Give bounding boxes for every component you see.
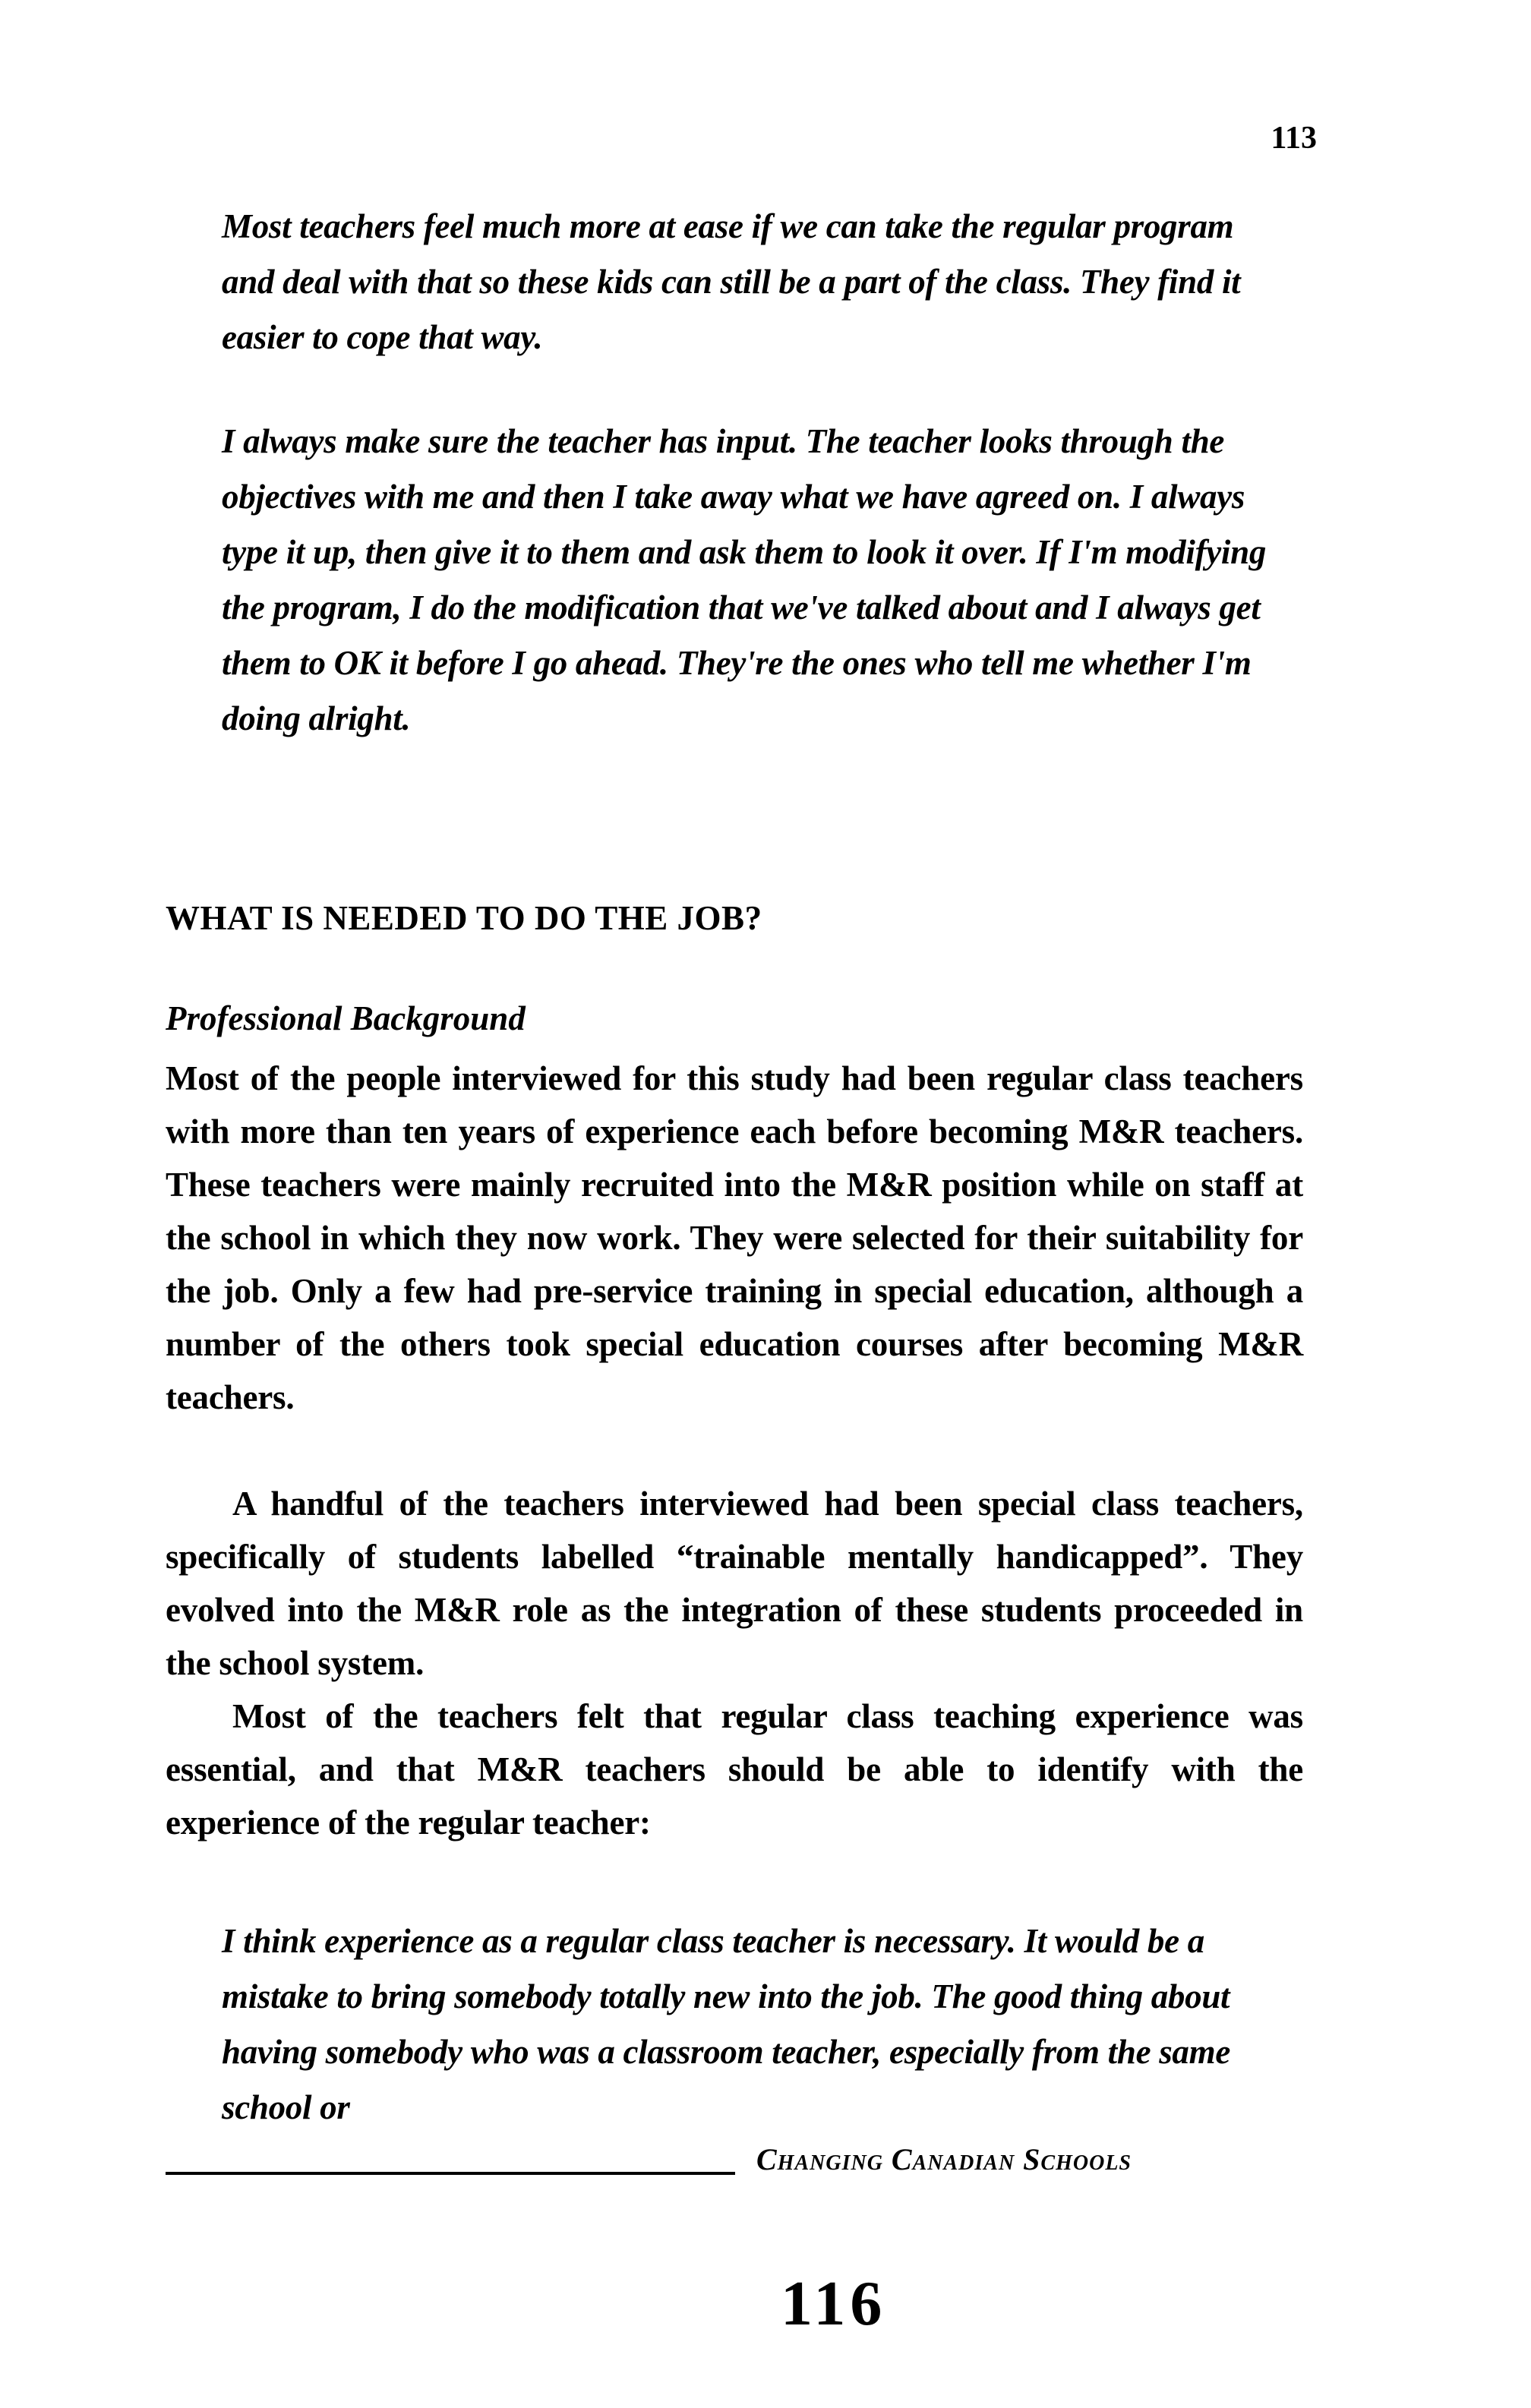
block-quote-1 xyxy=(222,199,1270,365)
block-quote-2 xyxy=(222,414,1270,746)
page-number: 113 xyxy=(1271,121,1317,156)
paragraph: A handful of the teachers interviewed had been special class teachers, specifically of students labelled “trainable mentally handicapped”. They evolved into the M&R role as the integration of these students proceeded in the school system. xyxy=(166,1485,1303,1682)
paragraph: Most of the teachers felt that regular class teaching experience was essential, and that M&R teachers should be able to identify with the experience of the regular teacher: xyxy=(166,1697,1303,1842)
footer-rule xyxy=(166,2172,735,2175)
block-quote-3 xyxy=(222,1914,1270,2135)
section-heading: WHAT IS NEEDED TO DO THE JOB? xyxy=(166,899,762,937)
scan-page-number: 116 xyxy=(781,2268,887,2339)
paragraph: Most of the people interviewed for this study had been regular class teachers with more than ten years of experience each before becoming M&R teachers. These teachers were mainly recruited into the M&R position while on staff at the school in which they now work. They were selected for their suitability for the job. Only a few had pre-service training in special education, although a number of the others took special education courses after becoming M&R teachers. xyxy=(166,1059,1303,1416)
sub-heading: Professional Background xyxy=(166,999,526,1037)
quote-text: I think experience as a regular class teacher is necessary. It would be a mistake to bring somebody totally new into the job. The good thing about having somebody who was a classroom teacher, especially from the same school or xyxy=(222,1922,1231,2126)
quote-text: I always make sure the teacher has input. The teacher looks through the objectives with me and then I take away what we have agreed on. I always type it up, then give it to them and ask them to look it over. If I'm modifying the program, I do the modification that we've talked about and I always get them to OK it before I go ahead. They're the ones who tell me whether I'm doing alright. xyxy=(222,422,1267,737)
quote-text: Most teachers feel much more at ease if we can take the regular program and deal with that so these kids can still be a part of the class. They find it easier to cope that way. xyxy=(222,207,1241,356)
running-title: Changing Canadian Schools xyxy=(756,2142,1132,2176)
